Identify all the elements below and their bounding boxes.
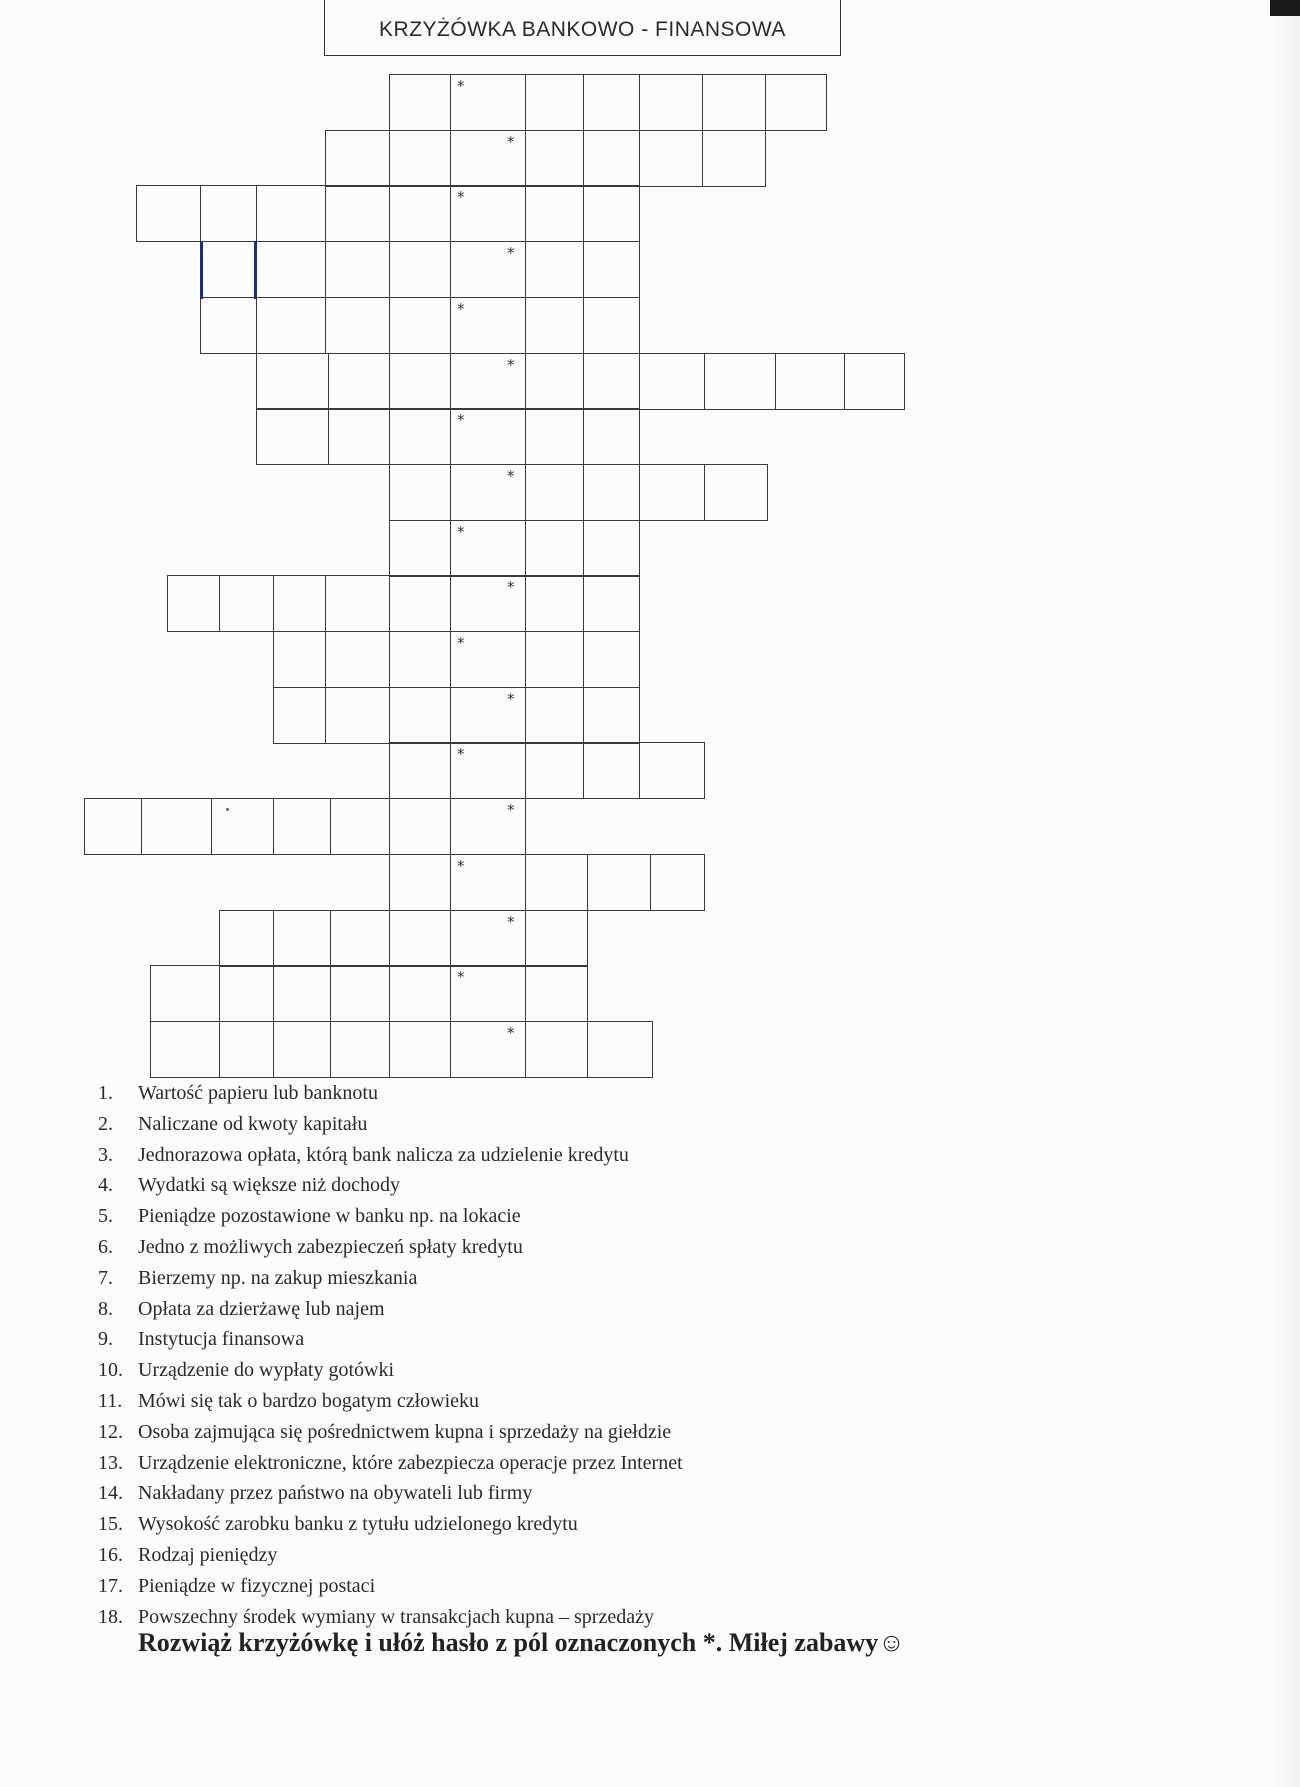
clue-number: 13.: [98, 1451, 123, 1474]
crossword-cell[interactable]: [583, 74, 640, 131]
clue-list: [98, 1078, 683, 1632]
crossword-cell[interactable]: [525, 353, 584, 410]
clue-number: 15.: [98, 1513, 123, 1536]
password-star-marker: *: [457, 968, 465, 987]
clue-number: 5.: [98, 1205, 113, 1228]
crossword-cell[interactable]: [389, 185, 451, 242]
password-star-marker: *: [507, 578, 515, 597]
password-star-marker: *: [457, 745, 465, 764]
password-star-marker: *: [507, 801, 515, 820]
crossword-cell[interactable]: [84, 798, 142, 855]
crossword-cell[interactable]: [273, 575, 326, 632]
crossword-cell[interactable]: [256, 353, 329, 410]
crossword-cell[interactable]: [525, 74, 584, 131]
clue-text: Instytucja finansowa: [138, 1328, 305, 1351]
clue-item: [98, 1540, 683, 1571]
crossword-cell[interactable]: [256, 408, 329, 465]
password-star-marker: *: [507, 244, 515, 263]
crossword-cell[interactable]: [273, 631, 326, 688]
crossword-cell[interactable]: [211, 798, 274, 855]
crossword-cell[interactable]: [389, 1021, 451, 1078]
clue-text: Jednorazowa opłata, którą bank nalicza za udzielenie kredytu: [138, 1143, 629, 1166]
crossword-cell[interactable]: [256, 185, 326, 242]
crossword-cell[interactable]: [525, 185, 584, 242]
clue-number: 12.: [98, 1420, 123, 1443]
crossword-cell[interactable]: [389, 910, 451, 967]
clue-number: 11.: [98, 1389, 123, 1412]
clue-text: Urządzenie elektroniczne, które zabezpiecza operacje przez Internet: [138, 1451, 683, 1474]
clue-item: [98, 1417, 683, 1448]
crossword-cell[interactable]: [256, 297, 326, 354]
password-star-marker: *: [457, 856, 465, 875]
crossword-cell[interactable]: [325, 130, 390, 187]
clue-text: Nakładany przez państwo na obywateli lub firmy: [138, 1482, 533, 1505]
crossword-cell[interactable]: [583, 130, 640, 187]
clue-text: Pieniądze w fizycznej postaci: [138, 1574, 376, 1597]
clue-number: 4.: [98, 1174, 113, 1197]
password-star-marker: *: [507, 466, 515, 485]
clue-text: Wydatki są większe niż dochody: [138, 1174, 401, 1197]
clue-number: 14.: [98, 1482, 123, 1505]
crossword-cell[interactable]: [525, 854, 588, 911]
clue-number: 10.: [98, 1359, 123, 1382]
crossword-cell[interactable]: [330, 1021, 390, 1078]
clue-item: [98, 1478, 683, 1509]
crossword-cell[interactable]: [525, 1021, 588, 1078]
clue-text: Mówi się tak o bardzo bogatym człowieku: [138, 1389, 480, 1412]
crossword-cell[interactable]: [273, 1021, 331, 1078]
crossword-cell[interactable]: [583, 575, 640, 632]
crossword-cell[interactable]: [702, 130, 766, 187]
crossword-cell[interactable]: [525, 464, 584, 521]
crossword-cell[interactable]: [325, 575, 390, 632]
crossword-cell[interactable]: [583, 297, 640, 354]
crossword-cell[interactable]: [704, 353, 776, 410]
crossword-cell[interactable]: [389, 742, 451, 799]
crossword-cell[interactable]: [525, 910, 588, 967]
crossword-cell[interactable]: [325, 297, 390, 354]
crossword-cell[interactable]: [330, 798, 390, 855]
clue-number: 18.: [98, 1605, 123, 1628]
crossword-cell[interactable]: [389, 520, 451, 577]
crossword-cell[interactable]: [583, 631, 640, 688]
clue-item: [98, 1386, 683, 1417]
clue-text: Pieniądze pozostawione w banku np. na lokacie: [138, 1205, 521, 1228]
password-star-marker: *: [457, 411, 465, 430]
password-star-marker: *: [457, 188, 465, 207]
clue-item: [98, 1109, 683, 1140]
crossword-cell[interactable]: [325, 241, 390, 298]
clue-item: [98, 1170, 683, 1201]
crossword-cell[interactable]: [325, 631, 390, 688]
clue-text: Powszechny środek wymiany w transakcjach kupna – sprzedaży: [138, 1605, 654, 1628]
crossword-cell[interactable]: [167, 575, 220, 632]
clue-number: 1.: [98, 1082, 113, 1104]
clue-item: [98, 1571, 683, 1602]
clue-number: 16.: [98, 1543, 123, 1566]
crossword-cell[interactable]: [525, 687, 584, 744]
crossword-cell[interactable]: [219, 575, 274, 632]
clue-item: [98, 1263, 683, 1294]
crossword-title: KRZYŻÓWKA BANKOWO - FINANSOWA: [324, 0, 841, 56]
clue-text: Osoba zajmująca się pośrednictwem kupna i sprzedaży na giełdzie: [138, 1420, 672, 1443]
crossword-cell[interactable]: [273, 910, 331, 967]
crossword-cell[interactable]: [389, 575, 451, 632]
crossword-cell[interactable]: [150, 965, 220, 1022]
crossword-cell[interactable]: [583, 408, 640, 465]
crossword-cell[interactable]: [525, 241, 584, 298]
crossword-cell[interactable]: [525, 631, 584, 688]
clue-item: [98, 1355, 683, 1386]
clue-text: Urządzenie do wypłaty gotówki: [138, 1359, 395, 1382]
clue-item: [98, 1448, 683, 1479]
crossword-cell[interactable]: [389, 965, 451, 1022]
crossword-cell[interactable]: [389, 854, 451, 911]
crossword-cell[interactable]: [328, 408, 390, 465]
password-star-marker: *: [507, 689, 515, 708]
crossword-cell[interactable]: [525, 742, 584, 799]
crossword-cell[interactable]: [150, 1021, 220, 1078]
crossword-cell[interactable]: [587, 854, 651, 911]
clue-number: 2.: [98, 1112, 113, 1135]
clue-text: Bierzemy np. na zakup mieszkania: [138, 1266, 418, 1289]
crossword-cell[interactable]: [325, 687, 390, 744]
clue-number: 7.: [98, 1266, 113, 1289]
crossword-cell[interactable]: [702, 74, 766, 131]
crossword-cell[interactable]: [639, 353, 705, 410]
crossword-cell[interactable]: [389, 353, 451, 410]
password-star-marker: *: [457, 77, 465, 95]
crossword-cell[interactable]: [525, 408, 584, 465]
clue-number: 9.: [98, 1328, 113, 1351]
clue-number: 8.: [98, 1297, 113, 1320]
crossword-cell[interactable]: [389, 74, 451, 131]
clue-text: Naliczane od kwoty kapitału: [138, 1112, 368, 1135]
crossword-cell[interactable]: [844, 353, 905, 410]
crossword-cell[interactable]: [273, 687, 326, 744]
crossword-cell[interactable]: [389, 130, 451, 187]
clue-item: [98, 1078, 683, 1109]
crossword-cell[interactable]: [583, 520, 640, 577]
crossword-cell[interactable]: [389, 297, 451, 354]
password-star-marker: *: [507, 132, 515, 151]
instructions-footer: Rozwiąż krzyżówkę i ułóż hasło z pól oznaczonych *. Miłej zabawy☺: [138, 1628, 905, 1657]
crossword-cell[interactable]: [650, 854, 705, 911]
crossword-cell[interactable]: [200, 241, 257, 298]
crossword-cell[interactable]: [273, 798, 331, 855]
crossword-cell[interactable]: [325, 185, 390, 242]
password-star-marker: *: [507, 1023, 515, 1042]
crossword-cell[interactable]: [583, 742, 640, 799]
crossword-cell[interactable]: [583, 241, 640, 298]
crossword-cell[interactable]: [389, 798, 451, 855]
crossword-cell[interactable]: [330, 910, 390, 967]
crossword-cell[interactable]: [525, 297, 584, 354]
password-star-marker: *: [457, 522, 465, 541]
clue-text: Rodzaj pieniędzy: [138, 1543, 278, 1566]
clue-number: 6.: [98, 1235, 113, 1258]
password-star-marker: *: [507, 355, 515, 374]
crossword-cell[interactable]: [141, 798, 212, 855]
crossword-cell[interactable]: [219, 1021, 274, 1078]
clue-item: [98, 1201, 683, 1232]
crossword-cell[interactable]: [704, 464, 768, 521]
clue-number: 17.: [98, 1574, 123, 1597]
crossword-cell[interactable]: [389, 408, 451, 465]
clue-item: [98, 1232, 683, 1263]
crossword-cell[interactable]: [200, 185, 257, 242]
crossword-cell[interactable]: [639, 464, 705, 521]
crossword-cell[interactable]: [389, 241, 451, 298]
crossword-cell[interactable]: [389, 687, 451, 744]
pen-mark: [200, 241, 203, 299]
password-star-marker: *: [457, 299, 465, 318]
crossword-cell[interactable]: [583, 353, 640, 410]
clue-item: [98, 1140, 683, 1171]
crossword-cell[interactable]: [525, 520, 584, 577]
crossword-cell[interactable]: [200, 297, 257, 354]
crossword-cell[interactable]: [583, 464, 640, 521]
clue-text: Wysokość zarobku banku z tytułu udzielonego kredytu: [138, 1513, 578, 1536]
crossword-cell[interactable]: [639, 742, 705, 799]
crossword-cell[interactable]: [583, 687, 640, 744]
clue-text: Jedno z możliwych zabezpieczeń spłaty kredytu: [138, 1235, 523, 1258]
crossword-cell[interactable]: [219, 910, 274, 967]
crossword-cell[interactable]: [328, 353, 390, 410]
clue-item: [98, 1294, 683, 1325]
crossword-cell[interactable]: [587, 1021, 653, 1078]
crossword-cell[interactable]: [219, 965, 274, 1022]
clue-text: Opłata za dzierżawę lub najem: [138, 1297, 385, 1320]
password-star-marker: *: [457, 634, 465, 652]
password-star-marker: *: [507, 912, 515, 931]
pen-mark: [254, 241, 257, 299]
crossword-cell[interactable]: [256, 241, 326, 298]
crossword-cell[interactable]: [273, 965, 331, 1022]
crossword-cell[interactable]: [136, 185, 201, 242]
clue-item: [98, 1324, 683, 1355]
crossword-cell[interactable]: [525, 575, 584, 632]
crossword-cell[interactable]: [639, 130, 703, 187]
crossword-cell[interactable]: [525, 965, 588, 1022]
clue-text: Wartość papieru lub banknotu: [138, 1082, 378, 1104]
crossword-cell[interactable]: [525, 130, 584, 187]
crossword-cell[interactable]: [775, 353, 845, 410]
crossword-cell[interactable]: [389, 631, 451, 688]
crossword-cell[interactable]: [639, 74, 703, 131]
crossword-cell[interactable]: [330, 965, 390, 1022]
clue-item: [98, 1509, 683, 1540]
crossword-cell[interactable]: [389, 464, 451, 521]
crossword-cell[interactable]: [583, 185, 640, 242]
clue-number: 3.: [98, 1143, 113, 1166]
crossword-cell[interactable]: [765, 74, 827, 131]
